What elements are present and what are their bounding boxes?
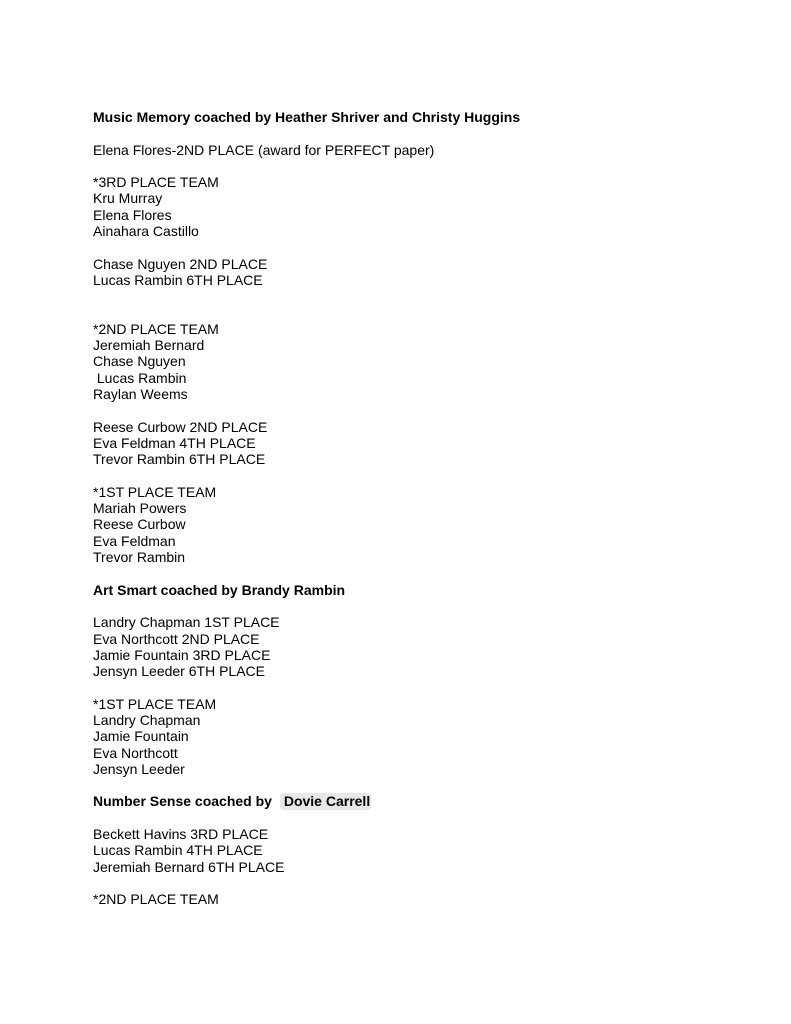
result-line: Beckett Havins 3RD PLACE <box>93 826 269 843</box>
spacer <box>93 402 753 418</box>
team-member: Landry Chapman <box>93 711 201 728</box>
team-member: Eva Feldman <box>93 532 176 549</box>
team-member: Jensyn Leeder <box>93 760 185 777</box>
spacer <box>93 810 753 826</box>
spacer <box>93 565 753 581</box>
team-member: Ainahara Castillo <box>93 223 199 240</box>
team-member: Trevor Rambin <box>93 549 186 566</box>
team-member: Lucas Rambin <box>93 369 187 386</box>
section-heading-text: Number Sense coached by <box>93 793 272 810</box>
team-member: Kru Murray <box>93 190 163 207</box>
team-title: *2ND PLACE TEAM <box>93 320 219 337</box>
spacer <box>93 239 753 255</box>
result-line: Jamie Fountain 3RD PLACE <box>93 646 271 663</box>
result-line: Reese Curbow 2ND PLACE <box>93 418 268 435</box>
team-title: *2ND PLACE TEAM <box>93 891 219 908</box>
team-member: Raylan Weems <box>93 386 188 403</box>
team-member: Reese Curbow <box>93 516 186 533</box>
spacer <box>93 158 753 174</box>
spacer <box>93 598 753 614</box>
team-member: Jamie Fountain <box>93 728 189 745</box>
team-member: Mariah Powers <box>93 500 187 517</box>
result-line: Elena Flores-2ND PLACE (award for PERFECT paper) <box>93 141 435 158</box>
section-heading-number-sense <box>93 793 753 809</box>
result-line: Jeremiah Bernard 6TH PLACE <box>93 858 285 875</box>
result-line: Chase Nguyen 2ND PLACE <box>93 255 268 272</box>
spacer <box>93 468 753 484</box>
team-member: Eva Northcott <box>93 744 178 761</box>
team-title: *1ST PLACE TEAM <box>93 483 217 500</box>
result-line: Lucas Rambin 6TH PLACE <box>93 271 263 288</box>
team-member: Jeremiah Bernard <box>93 337 205 354</box>
team-member: Elena Flores <box>93 206 172 223</box>
spacer <box>93 679 753 695</box>
section-heading-music-memory: Music Memory coached by Heather Shriver and Christy Huggins <box>93 109 521 125</box>
section-heading-art-smart: Art Smart coached by Brandy Rambin <box>93 581 346 598</box>
result-line: Jensyn Leeder 6TH PLACE <box>93 663 265 680</box>
team-title: *3RD PLACE TEAM <box>93 174 219 191</box>
result-line: Eva Feldman 4TH PLACE <box>93 434 256 451</box>
result-line: Lucas Rambin 4TH PLACE <box>93 842 263 859</box>
coach-mention-chip[interactable]: Dovie Carrell <box>280 793 371 809</box>
document-page <box>93 109 753 908</box>
spacer <box>93 777 753 793</box>
spacer <box>93 288 753 321</box>
result-line: Eva Northcott 2ND PLACE <box>93 630 260 647</box>
spacer <box>93 875 753 891</box>
team-title: *1ST PLACE TEAM <box>93 695 217 712</box>
result-line: Trevor Rambin 6TH PLACE <box>93 451 266 468</box>
spacer <box>93 125 753 141</box>
result-line: Landry Chapman 1ST PLACE <box>93 614 280 631</box>
team-member: Chase Nguyen <box>93 353 186 370</box>
